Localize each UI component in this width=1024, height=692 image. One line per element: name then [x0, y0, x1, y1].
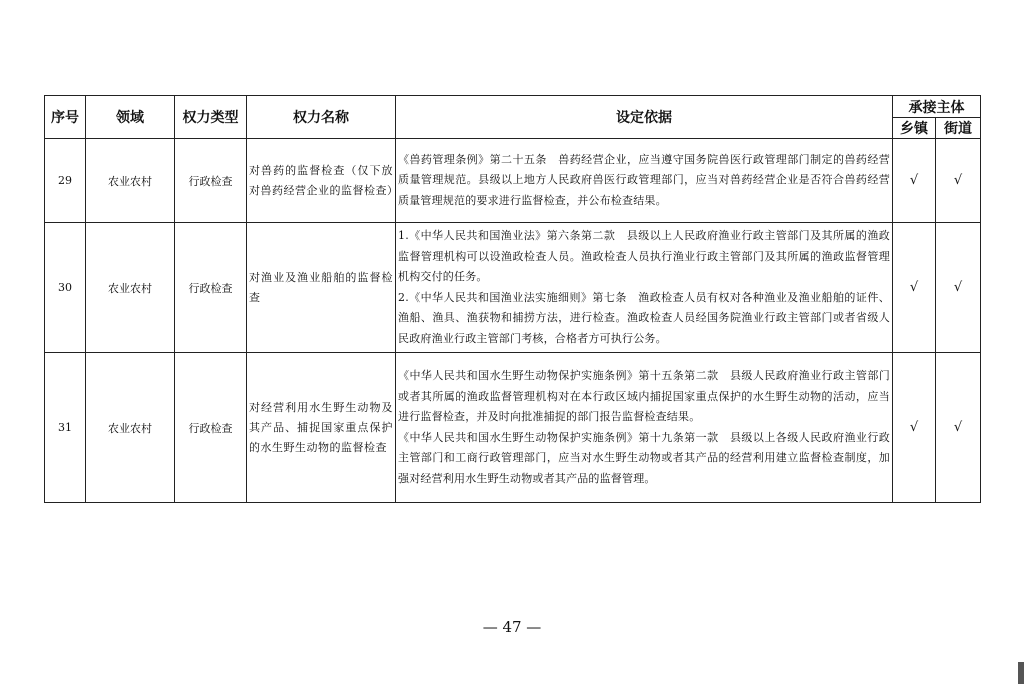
header-township: 乡镇	[893, 118, 936, 139]
cell-power-name: 对经营利用水生野生动物及其产品、捕捉国家重点保护的水生野生动物的监督检查	[247, 353, 396, 503]
cell-field: 农业农村	[86, 139, 175, 223]
cell-seq: 30	[45, 223, 86, 353]
page-number: — 47 —	[482, 618, 542, 636]
header-power-name: 权力名称	[247, 96, 396, 139]
cell-township-check: √	[893, 223, 936, 353]
basis-paragraph: 2.《中华人民共和国渔业法实施细则》第七条 渔政检查人员有权对各种渔业及渔业船舶的证件、渔船、渔具、渔获物和捕捞方法，进行检查。渔政检查人员经国务院渔业行政主管部门或者省级人民政府渔业行政主管部门考核，合格者方可执行公务。	[398, 290, 890, 345]
cell-seq: 29	[45, 139, 86, 223]
cell-basis	[396, 353, 893, 503]
cell-street-check: √	[936, 353, 981, 503]
header-seq: 序号	[45, 96, 86, 139]
table-row	[45, 223, 981, 353]
power-list-table-container	[44, 95, 980, 503]
header-street: 街道	[936, 118, 981, 139]
header-power-type: 权力类型	[175, 96, 247, 139]
cell-power-type: 行政检查	[175, 139, 247, 223]
cell-basis	[396, 139, 893, 223]
cell-power-name: 对兽药的监督检查（仅下放对兽药经营企业的监督检查）	[247, 139, 396, 223]
basis-paragraph: 1.《中华人民共和国渔业法》第六条第二款 县级以上人民政府渔业行政主管部门及其所属的渔政监督管理机构可以设渔政检查人员。渔政检查人员执行渔业行政主管部门及其所属的渔政监督管理机构交付的任务。	[398, 229, 890, 283]
cell-basis	[396, 223, 893, 353]
power-list-table	[44, 95, 981, 503]
cell-power-type: 行政检查	[175, 353, 247, 503]
cell-seq: 31	[45, 353, 86, 503]
scroll-edge-marker	[1018, 662, 1024, 684]
header-field: 领域	[86, 96, 175, 139]
header-basis: 设定依据	[396, 96, 893, 139]
header-subject: 承接主体	[893, 96, 981, 118]
table-row	[45, 139, 981, 223]
cell-street-check: √	[936, 223, 981, 353]
cell-township-check: √	[893, 139, 936, 223]
basis-paragraph: 《中华人民共和国水生野生动物保护实施条例》第十九条第一款 县级以上各级人民政府渔业行政主管部门和工商行政管理部门，应当对水生野生动物或者其产品的经营利用建立监督检查制度，加强对经营利用水生野生动物或者其产品的监督管理。	[398, 430, 890, 485]
basis-paragraph: 《兽药管理条例》第二十五条 兽药经营企业，应当遵守国务院兽医行政管理部门制定的兽药经营质量管理规范。县级以上地方人民政府兽医行政管理部门，应当对兽药经营企业是否符合兽药经营质量管理规范的要求进行监督检查，并公布检查结果。	[398, 152, 890, 207]
cell-power-name: 对渔业及渔业船舶的监督检查	[247, 223, 396, 353]
cell-field: 农业农村	[86, 353, 175, 503]
cell-street-check: √	[936, 139, 981, 223]
cell-field: 农业农村	[86, 223, 175, 353]
cell-township-check: √	[893, 353, 936, 503]
basis-paragraph: 《中华人民共和国水生野生动物保护实施条例》第十五条第二款 县级人民政府渔业行政主管部门或者其所属的渔政监督管理机构对在本行政区域内捕捉国家重点保护的水生野生动物的活动，应当进行监督检查，并及时向批准捕捉的部门报告监督检查结果。	[398, 369, 890, 423]
cell-power-type: 行政检查	[175, 223, 247, 353]
table-row	[45, 353, 981, 503]
